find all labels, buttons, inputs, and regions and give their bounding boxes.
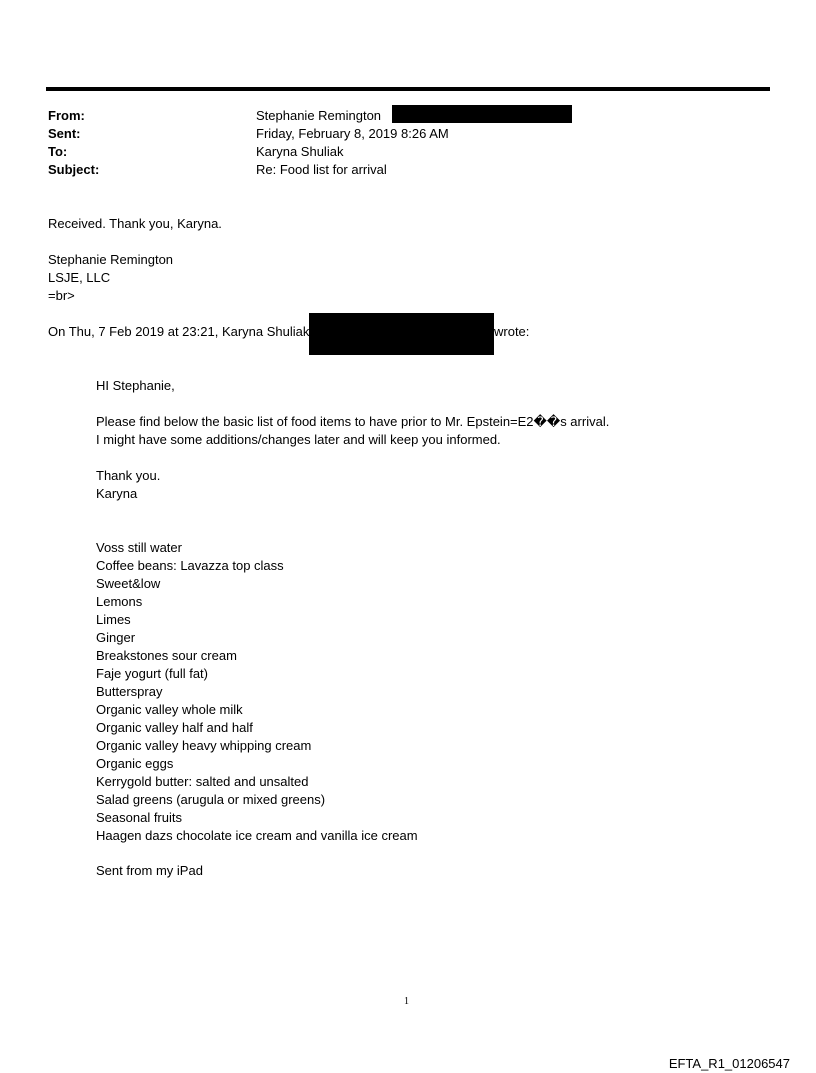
- food-list-item: Coffee beans: Lavazza top class: [96, 558, 284, 573]
- from-label: From:: [48, 108, 85, 123]
- document-id: EFTA_R1_01206547: [668, 1056, 790, 1071]
- food-list-item: Sweet&low: [96, 576, 161, 591]
- to-value: Karyna Shuliak: [256, 144, 344, 159]
- signature-name: Stephanie Remington: [48, 252, 174, 267]
- quoted-greeting: HI Stephanie,: [96, 378, 175, 393]
- signature-br: =br>: [48, 288, 75, 303]
- redaction-block: [392, 105, 572, 123]
- from-value: Stephanie Remington: [256, 108, 382, 123]
- food-list-item: Butterspray: [96, 684, 163, 699]
- food-list-item: Organic eggs: [96, 756, 174, 771]
- food-list-item: Salad greens (arugula or mixed greens): [96, 792, 326, 807]
- subject-label: Subject:: [48, 162, 100, 177]
- quoted-paragraph-line: Please find below the basic list of food items to have prior to Mr. Epstein=E2��s arrival.: [96, 414, 610, 429]
- food-list-item: Organic valley whole milk: [96, 702, 243, 717]
- sent-value: Friday, February 8, 2019 8:26 AM: [256, 126, 449, 141]
- food-list-item: Organic valley half and half: [96, 720, 253, 735]
- food-list-item: Organic valley heavy whipping cream: [96, 738, 312, 753]
- quote-intro-suffix: wrote:: [494, 324, 530, 339]
- quoted-paragraph-line: I might have some additions/changes later and will keep you informed.: [96, 432, 501, 447]
- signature-company: LSJE, LLC: [48, 270, 111, 285]
- quote-intro-prefix: On Thu, 7 Feb 2019 at 23:21, Karyna Shuliak: [48, 324, 310, 339]
- redaction-block: [309, 313, 494, 355]
- food-list-item: Kerrygold butter: salted and unsalted: [96, 774, 309, 789]
- reply-body: Received. Thank you, Karyna.: [48, 216, 222, 231]
- food-list-item: Ginger: [96, 630, 136, 645]
- food-list-item: Lemons: [96, 594, 143, 609]
- food-list-item: Faje yogurt (full fat): [96, 666, 208, 681]
- sent-label: Sent:: [48, 126, 81, 141]
- sent-from-line: Sent from my iPad: [96, 863, 203, 878]
- food-list-item: Limes: [96, 612, 131, 627]
- food-list-item: Seasonal fruits: [96, 810, 182, 825]
- subject-value: Re: Food list for arrival: [256, 162, 387, 177]
- quoted-signoff: Karyna: [96, 486, 138, 501]
- food-list-item: Breakstones sour cream: [96, 648, 237, 663]
- food-list-item: Haagen dazs chocolate ice cream and vanilla ice cream: [96, 828, 418, 843]
- quoted-thanks: Thank you.: [96, 468, 161, 483]
- page-number: 1: [404, 996, 409, 1007]
- food-list-item: Voss still water: [96, 540, 182, 555]
- to-label: To:: [48, 144, 68, 159]
- header-rule: [46, 87, 770, 91]
